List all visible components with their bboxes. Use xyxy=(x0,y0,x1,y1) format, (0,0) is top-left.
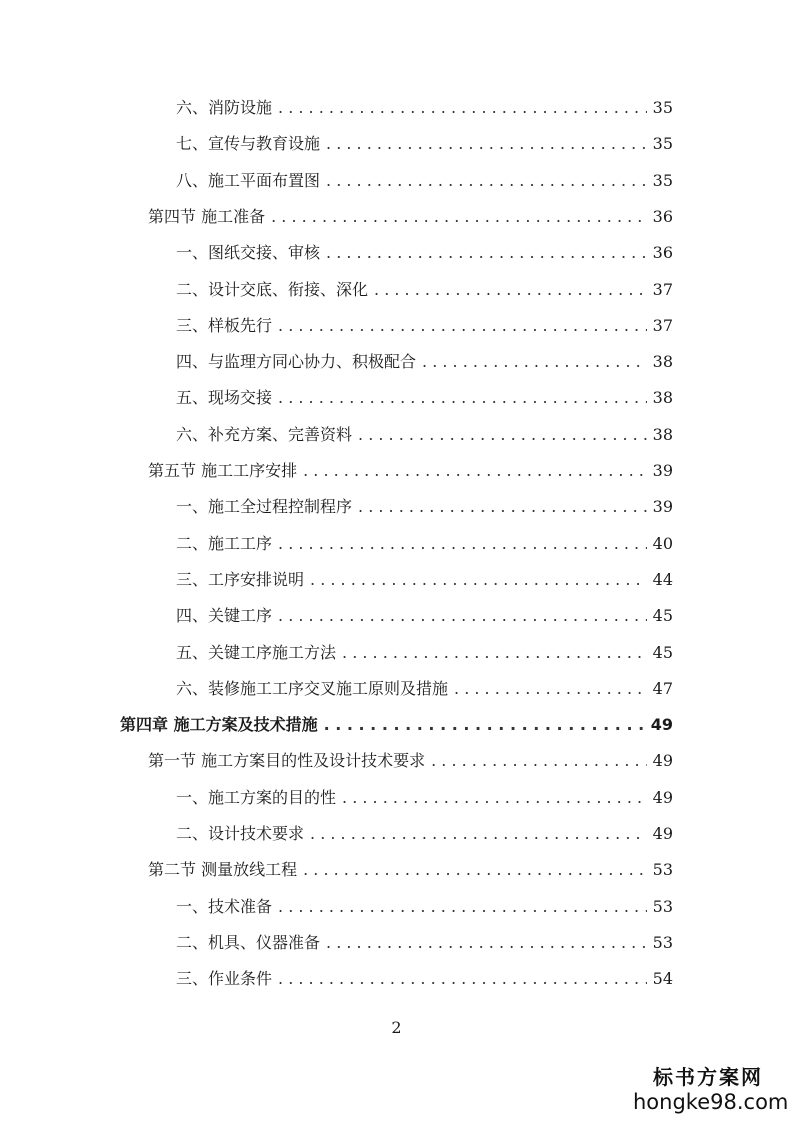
toc-entry-page: 53 xyxy=(652,860,673,880)
toc-entry-page: 38 xyxy=(652,424,673,444)
toc-entry xyxy=(120,707,673,743)
toc-dot-leader xyxy=(278,308,647,344)
toc-entry-page: 40 xyxy=(652,533,673,553)
toc-entry-title: 三、样板先行 xyxy=(176,315,273,335)
toc-entry-page: 44 xyxy=(652,569,673,589)
toc-dot-leader xyxy=(310,562,647,598)
toc-entry-page: 38 xyxy=(652,352,673,372)
toc-entry-page: 36 xyxy=(652,243,673,263)
watermark-url-text: hongke98.com xyxy=(633,1090,789,1114)
toc-entry xyxy=(176,889,673,925)
toc-entry-title: 六、装修施工工序交叉施工原则及措施 xyxy=(176,678,449,698)
toc-entry-title: 八、施工平面布置图 xyxy=(176,170,321,190)
toc-entry-page: 36 xyxy=(652,206,673,226)
toc-dot-leader xyxy=(278,380,647,416)
toc-entry-page: 45 xyxy=(652,606,673,626)
toc-dot-leader xyxy=(278,961,647,997)
toc-entry-title: 六、补充方案、完善资料 xyxy=(176,424,353,444)
toc-entry-page: 49 xyxy=(652,751,673,771)
toc-entry xyxy=(176,126,673,162)
toc-entry-title: 第一节 施工方案目的性及设计技术要求 xyxy=(148,751,426,771)
toc-entry-title: 三、工序安排说明 xyxy=(176,569,305,589)
toc-dot-leader xyxy=(342,780,647,816)
toc-dot-leader xyxy=(278,90,647,126)
toc-entry xyxy=(176,671,673,707)
toc-entry xyxy=(176,380,673,416)
toc-entry-title: 七、宣传与教育设施 xyxy=(176,134,321,154)
toc-entry-page: 35 xyxy=(652,170,673,190)
toc-entry-title: 五、现场交接 xyxy=(176,388,273,408)
toc-dot-leader xyxy=(326,163,647,199)
toc-entry-title: 二、设计交底、衔接、深化 xyxy=(176,279,369,299)
watermark-logo xyxy=(633,1064,789,1114)
toc-entry-title: 第二节 测量放线工程 xyxy=(148,860,298,880)
toc-entry-title: 一、施工全过程控制程序 xyxy=(176,497,353,517)
toc-entry xyxy=(176,344,673,380)
watermark-chinese-text: 标书方案网 xyxy=(653,1065,763,1089)
toc-entry xyxy=(176,562,673,598)
toc-dot-leader xyxy=(326,235,647,271)
toc-entry xyxy=(176,961,673,997)
toc-entry-title: 第五节 施工工序安排 xyxy=(148,461,298,480)
toc-entry-page: 45 xyxy=(652,642,673,662)
toc-entry xyxy=(176,272,673,308)
toc-entry xyxy=(176,526,673,562)
toc-dot-leader xyxy=(271,199,647,235)
toc-dot-leader xyxy=(303,453,647,489)
toc-entry-page: 53 xyxy=(652,896,673,916)
toc-entry-page: 38 xyxy=(652,388,673,408)
toc-entry-page: 37 xyxy=(652,315,673,335)
toc-entry-page: 49 xyxy=(652,824,673,843)
toc-entry-title: 六、消防设施 xyxy=(176,98,273,117)
toc-dot-leader xyxy=(326,126,647,162)
toc-entry-title: 五、关键工序施工方法 xyxy=(176,642,337,662)
toc-entry xyxy=(148,453,673,489)
toc-entry-title: 二、施工工序 xyxy=(176,533,273,553)
toc-entry xyxy=(176,163,673,199)
toc-entry-page: 49 xyxy=(650,715,673,735)
toc-dot-leader xyxy=(454,671,647,707)
toc-entry-title: 第四章 施工方案及技术措施 xyxy=(120,715,318,735)
toc-dot-leader xyxy=(422,344,647,380)
toc-entry xyxy=(176,235,673,271)
toc-dot-leader xyxy=(278,598,647,634)
toc-entry-title: 二、机具、仪器准备 xyxy=(176,932,321,952)
toc-entry-title: 一、图纸交接、审核 xyxy=(176,243,321,263)
toc-entry-page: 54 xyxy=(652,969,673,989)
toc-entry xyxy=(176,90,673,126)
toc-dot-leader xyxy=(324,707,645,743)
toc-entry-page: 39 xyxy=(652,461,673,480)
toc-entry-page: 47 xyxy=(652,678,673,698)
toc-entry-page: 53 xyxy=(652,932,673,952)
toc-dot-leader xyxy=(431,743,647,779)
page-number: 2 xyxy=(391,1018,402,1037)
toc-entry-title: 第四节 施工准备 xyxy=(148,206,266,226)
toc-entry xyxy=(176,925,673,961)
toc-dot-leader xyxy=(326,925,647,961)
toc-entry-title: 四、关键工序 xyxy=(176,606,273,626)
toc-entry-title: 三、作业条件 xyxy=(176,969,273,989)
toc-entry-page: 35 xyxy=(652,134,673,154)
toc-entry xyxy=(176,489,673,525)
toc-dot-leader xyxy=(358,489,647,525)
toc-entry xyxy=(176,598,673,634)
toc-entry xyxy=(176,780,673,816)
toc-entry xyxy=(176,417,673,453)
toc-entry-title: 一、施工方案的目的性 xyxy=(176,787,337,807)
toc-dot-leader xyxy=(310,816,647,852)
toc-entry xyxy=(148,199,673,235)
toc-dot-leader xyxy=(358,417,647,453)
toc-dot-leader xyxy=(303,852,647,888)
toc-entry-page: 49 xyxy=(652,787,673,807)
toc-entry xyxy=(176,816,673,852)
toc-entry xyxy=(176,635,673,671)
toc-dot-leader xyxy=(374,272,647,308)
toc-entry-page: 37 xyxy=(652,279,673,299)
toc-entry-page: 35 xyxy=(652,98,673,117)
toc-dot-leader xyxy=(342,635,647,671)
toc-dot-leader xyxy=(278,526,647,562)
toc-entry xyxy=(176,308,673,344)
toc-entry-page: 39 xyxy=(652,497,673,517)
toc-entry-title: 二、设计技术要求 xyxy=(176,824,305,843)
toc-entry xyxy=(148,852,673,888)
toc-entry-title: 四、与监理方同心协力、积极配合 xyxy=(176,352,417,372)
toc-entry-title: 一、技术准备 xyxy=(176,896,273,916)
toc-dot-leader xyxy=(278,889,647,925)
toc-entry xyxy=(148,743,673,779)
